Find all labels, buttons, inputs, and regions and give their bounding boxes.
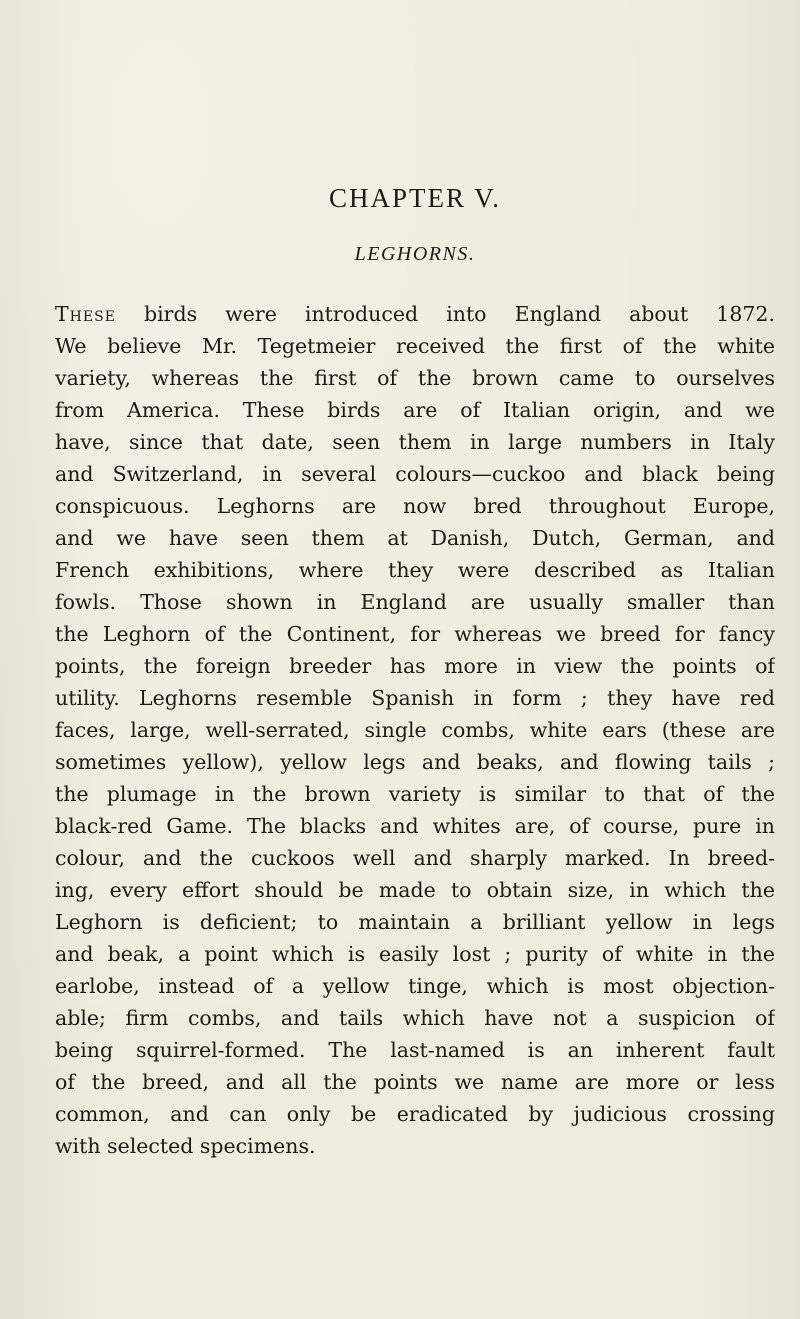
text-line: Leghorn is deficient; to maintain a brilliant yellow in legs [55,910,775,934]
text-line: fowls. Those shown in England are usually smaller than [55,590,775,614]
text-line: faces, large, well-serrated, single combs, white ears (these are [55,718,775,742]
text-line: earlobe, instead of a yellow tinge, which is most objection- [55,974,775,998]
text-line: and beak, a point which is easily lost ; purity of white in the [55,942,775,966]
text-line: the plumage in the brown variety is similar to that of the [55,782,775,806]
text-line: ing, every effort should be made to obtain size, in which the [55,878,775,902]
text-line: variety, whereas the first of the brown came to ourselves [55,366,775,390]
chapter-title: CHAPTER V. [328,183,502,213]
text-line: conspicuous. Leghorns are now bred throughout Europe, [55,494,775,518]
text-line: from America. These birds are of Italian origin, and we [55,398,775,422]
text-line: the Leghorn of the Continent, for whereas we breed for fancy [55,622,775,646]
text-line: of the breed, and all the points we name are more or less [55,1070,775,1094]
text-line: utility. Leghorns resemble Spanish in form ; they have red [55,686,775,710]
text-line: colour, and the cuckoos well and sharply marked. In breed- [55,846,775,870]
text-line: have, since that date, seen them in large numbers in Italy [55,430,775,454]
text-line [55,298,775,330]
text-line: and Switzerland, in several colours—cuckoo and black being [55,462,775,486]
body-paragraph [55,298,775,1162]
text-line: able; firm combs, and tails which have not a suspicion of [55,1006,775,1030]
text-line: French exhibitions, where they were described as Italian [55,558,775,582]
section-title: LEGHORNS. [354,243,476,265]
text-line: with selected specimens. [55,1134,316,1158]
opening-word: These [55,302,116,326]
text-line: points, the foreign breeder has more in view the points of [55,654,775,678]
text-line: common, and can only be eradicated by judicious crossing [55,1102,775,1126]
text-line: black-red Game. The blacks and whites are, of course, pure in [55,814,775,838]
text-line: and we have seen them at Danish, Dutch, German, and [55,526,775,550]
text-line: being squirrel-formed. The last-named is an inherent fault [55,1038,775,1062]
text-line-rest: birds were introduced into England about 1872. [115,302,775,326]
text-line: We believe Mr. Tegetmeier received the first of the white [55,334,775,358]
text-line: sometimes yellow), yellow legs and beaks, and flowing tails ; [55,750,775,774]
